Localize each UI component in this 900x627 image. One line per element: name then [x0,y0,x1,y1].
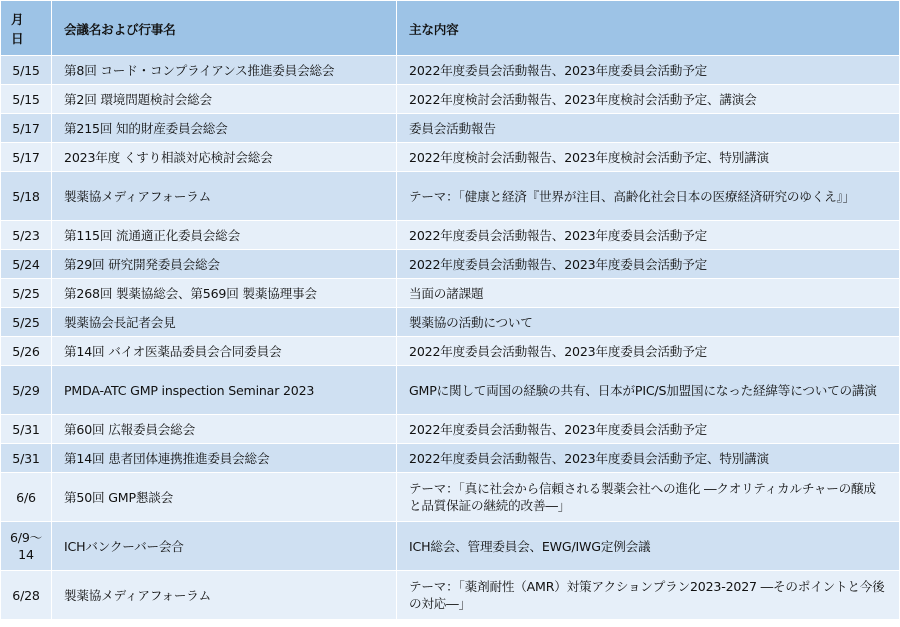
row-name: 第14回 患者団体連携推進委員会総会 [52,444,397,473]
table-row [1,444,900,473]
table-row [1,415,900,444]
table-row [1,221,900,250]
table-row [1,308,900,337]
row-name: 製薬協メディアフォーラム [52,172,397,221]
row-name: 2023年度 くすり相談対応検討会総会 [52,143,397,172]
row-name: 第14回 バイオ医薬品委員会合同委員会 [52,337,397,366]
row-date: 6/28 [1,571,52,620]
row-date: 5/26 [1,337,52,366]
row-date: 5/15 [1,56,52,85]
table-row [1,85,900,114]
table-row [1,522,900,571]
row-date: 5/15 [1,85,52,114]
row-date: 5/24 [1,250,52,279]
table-row [1,337,900,366]
row-name: 第115回 流通適正化委員会総会 [52,221,397,250]
row-content: 2022年度委員会活動報告、2023年度委員会活動予定 [397,250,900,279]
row-content: 2022年度委員会活動報告、2023年度委員会活動予定 [397,221,900,250]
table-row [1,114,900,143]
row-date: 5/29 [1,366,52,415]
table-row [1,56,900,85]
table-row [1,571,900,620]
row-content: 製薬協の活動について [397,308,900,337]
row-content: GMPに関して両国の経験の共有、日本がPIC/S加盟国になった経緯等についての講演 [397,366,900,415]
table-row [1,279,900,308]
table-row [1,250,900,279]
row-name: PMDA-ATC GMP inspection Seminar 2023 [52,366,397,415]
row-name: 第29回 研究開発委員会総会 [52,250,397,279]
row-content: テーマ：「健康と経済『世界が注目、高齢化社会日本の医療経済研究のゆくえ』」 [397,172,900,221]
row-date: 6/9〜14 [1,522,52,571]
header-content: 主な内容 [397,1,900,56]
row-name: 第60回 広報委員会総会 [52,415,397,444]
row-date: 5/31 [1,415,52,444]
row-content: テーマ：「真に社会から信頼される製薬会社への進化 ―クオリティカルチャーの醸成と品質保証の継続的改善―」 [397,473,900,522]
row-date: 5/17 [1,114,52,143]
row-content: 当面の諸課題 [397,279,900,308]
row-content: 2022年度委員会活動報告、2023年度委員会活動予定 [397,337,900,366]
header-date: 月 日 [1,1,52,56]
row-name: 第2回 環境問題検討会総会 [52,85,397,114]
row-name: 製薬協会長記者会見 [52,308,397,337]
row-name: 第268回 製薬協総会、第569回 製薬協理事会 [52,279,397,308]
row-content: 2022年度検討会活動報告、2023年度検討会活動予定、特別講演 [397,143,900,172]
row-content: 2022年度委員会活動報告、2023年度委員会活動予定、特別講演 [397,444,900,473]
row-content: 2022年度検討会活動報告、2023年度検討会活動予定、講演会 [397,85,900,114]
row-name: 製薬協メディアフォーラム [52,571,397,620]
table-row [1,473,900,522]
row-date: 5/25 [1,308,52,337]
table-header-row [1,1,900,56]
table-row [1,366,900,415]
row-date: 5/31 [1,444,52,473]
row-date: 6/6 [1,473,52,522]
header-name: 会議名および行事名 [52,1,397,56]
table-row [1,172,900,221]
row-date: 5/17 [1,143,52,172]
row-name: 第8回 コード・コンプライアンス推進委員会総会 [52,56,397,85]
table-row [1,143,900,172]
row-name: 第215回 知的財産委員会総会 [52,114,397,143]
row-name: 第50回 GMP懇談会 [52,473,397,522]
row-date: 5/18 [1,172,52,221]
row-name: ICHバンクーバー会合 [52,522,397,571]
row-date: 5/25 [1,279,52,308]
row-date: 5/23 [1,221,52,250]
row-content: 2022年度委員会活動報告、2023年度委員会活動予定 [397,56,900,85]
row-content: 2022年度委員会活動報告、2023年度委員会活動予定 [397,415,900,444]
row-content: 委員会活動報告 [397,114,900,143]
row-content: テーマ：「薬剤耐性（AMR）対策アクションプラン2023-2027 ―そのポイントと今後の対応―」 [397,571,900,620]
row-content: ICH総会、管理委員会、EWG/IWG定例会議 [397,522,900,571]
